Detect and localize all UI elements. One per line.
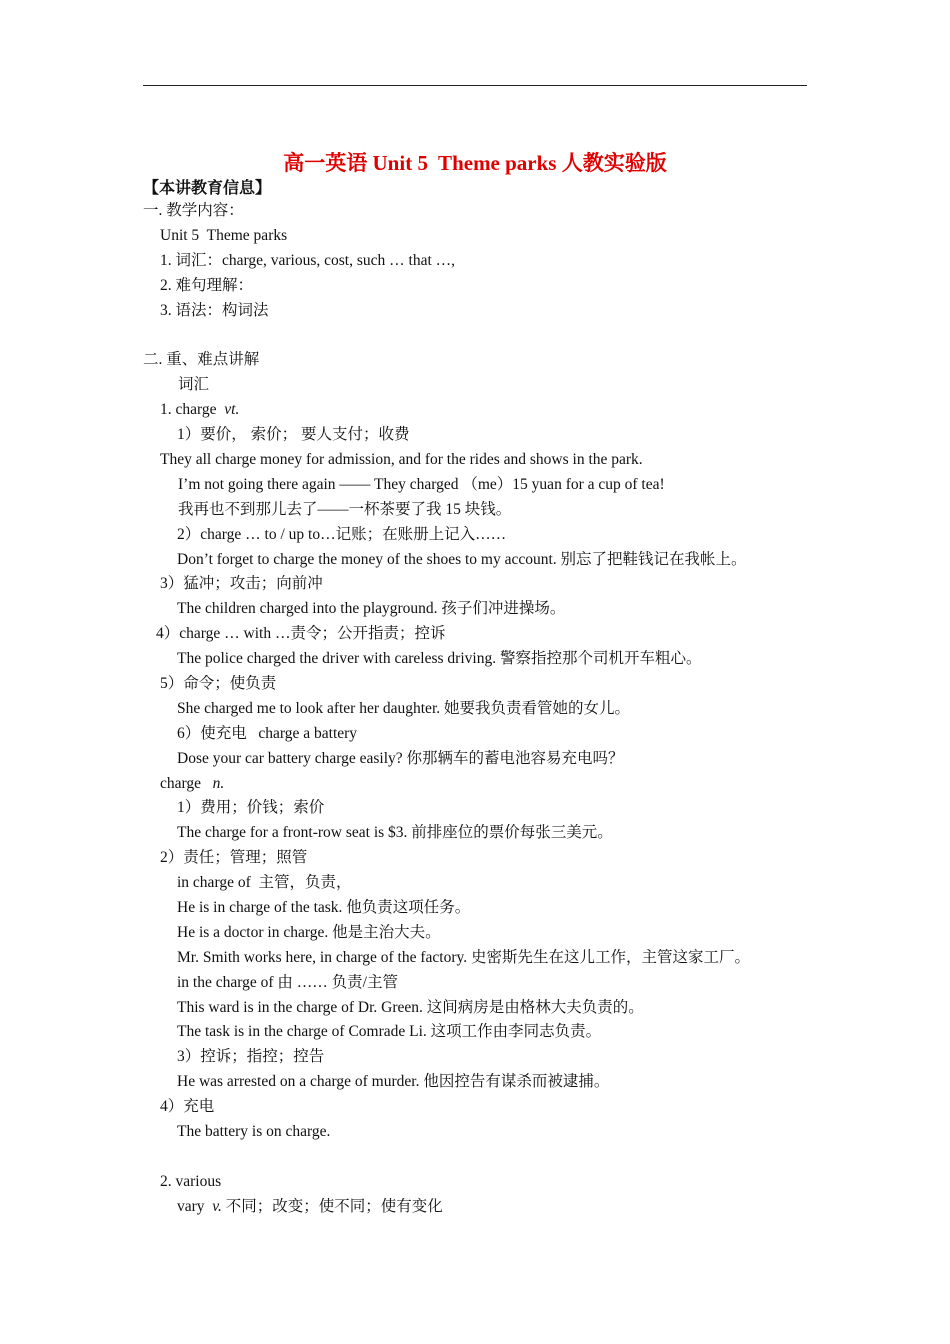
section-teaching-content: 一. 教学内容： xyxy=(143,202,244,219)
word-various: 2. various xyxy=(160,1173,222,1190)
example-line: They all charge money for admission, and for the rides and shows in the park. xyxy=(160,451,643,468)
example-line: Dose your car battery charge easily? 你那辆车的蓄电池容易充电吗？ xyxy=(177,750,624,767)
example-line: He was arrested on a charge of murder. 他因控告有谋杀而被逮捕。 xyxy=(177,1073,610,1090)
sense-line: 5）命令；使负责 xyxy=(160,675,277,692)
unit-title-line: Unit 5 Theme parks xyxy=(160,227,288,244)
sense-line: 2）charge … to / up to…记账；在账册上记入…… xyxy=(177,526,507,543)
example-line: The battery is on charge. xyxy=(177,1123,331,1140)
example-line: The task is in the charge of Comrade Li. 这项工作由李同志负责。 xyxy=(177,1023,602,1040)
translation-line: 我再也不到那儿去了——一杯茶要了我 15 块钱。 xyxy=(178,501,512,518)
word-charge-n: charge n. xyxy=(160,775,225,792)
sense-line: 2）责任；管理；照管 xyxy=(160,849,308,866)
vocabulary-heading: 词汇 xyxy=(178,376,210,393)
phrase-line: in the charge of 由 …… 负责/主管 xyxy=(177,974,398,991)
example-line: Don’t forget to charge the money of the shoes to my account. 别忘了把鞋钱记在我帐上。 xyxy=(177,551,747,568)
example-line: He is a doctor in charge. 他是主治大夫。 xyxy=(177,924,441,941)
example-line: This ward is in the charge of Dr. Green. 这间病房是由格林大夫负责的。 xyxy=(177,999,644,1016)
sense-line: 6）使充电 charge a battery xyxy=(177,725,358,742)
grammar-item: 3. 语法：构词法 xyxy=(160,302,269,319)
sense-line: 3）控诉；指控；控告 xyxy=(177,1048,325,1065)
example-line: She charged me to look after her daughter. 她要我负责看管她的女儿。 xyxy=(177,700,630,717)
sense-line: 4）充电 xyxy=(160,1098,215,1115)
example-line: I’m not going there again —— They charged （me）15 yuan for a cup of tea! xyxy=(178,476,665,493)
section-heading: 【本讲教育信息】 xyxy=(143,180,272,197)
sense-line: 1）费用；价钱；索价 xyxy=(177,799,325,816)
header-rule xyxy=(143,85,807,86)
example-line: The children charged into the playground. 孩子们冲进操场。 xyxy=(177,600,566,617)
sense-line: 3）猛冲；攻击；向前冲 xyxy=(160,575,323,592)
example-line: He is in charge of the task. 他负责这项任务。 xyxy=(177,899,471,916)
vocabulary-item: 1. 词汇：charge, various, cost, such … that …, xyxy=(160,252,456,269)
phrase-line: in charge of 主管，负责， xyxy=(177,874,352,891)
sense-line: 4）charge … with …责令；公开指责；控诉 xyxy=(156,625,446,642)
difficult-sentences-item: 2. 难句理解： xyxy=(160,277,254,294)
example-line: Mr. Smith works here, in charge of the factory. 史密斯先生在这儿工作，主管这家工厂。 xyxy=(177,949,750,966)
example-line: The police charged the driver with careless driving. 警察指控那个司机开车粗心。 xyxy=(177,650,702,667)
document-title: 高一英语 Unit 5 Theme parks 人教实验版 xyxy=(283,151,667,175)
section-key-points: 二. 重、难点讲解 xyxy=(143,351,260,368)
word-vary: vary v. 不同；改变；使不同；使有变化 xyxy=(177,1198,443,1215)
word-charge-vt: 1. charge vt. xyxy=(160,401,240,418)
example-line: The charge for a front-row seat is $3. 前排座位的票价每张三美元。 xyxy=(177,824,613,841)
sense-line: 1）要价， 索价； 要人支付；收费 xyxy=(177,426,410,443)
